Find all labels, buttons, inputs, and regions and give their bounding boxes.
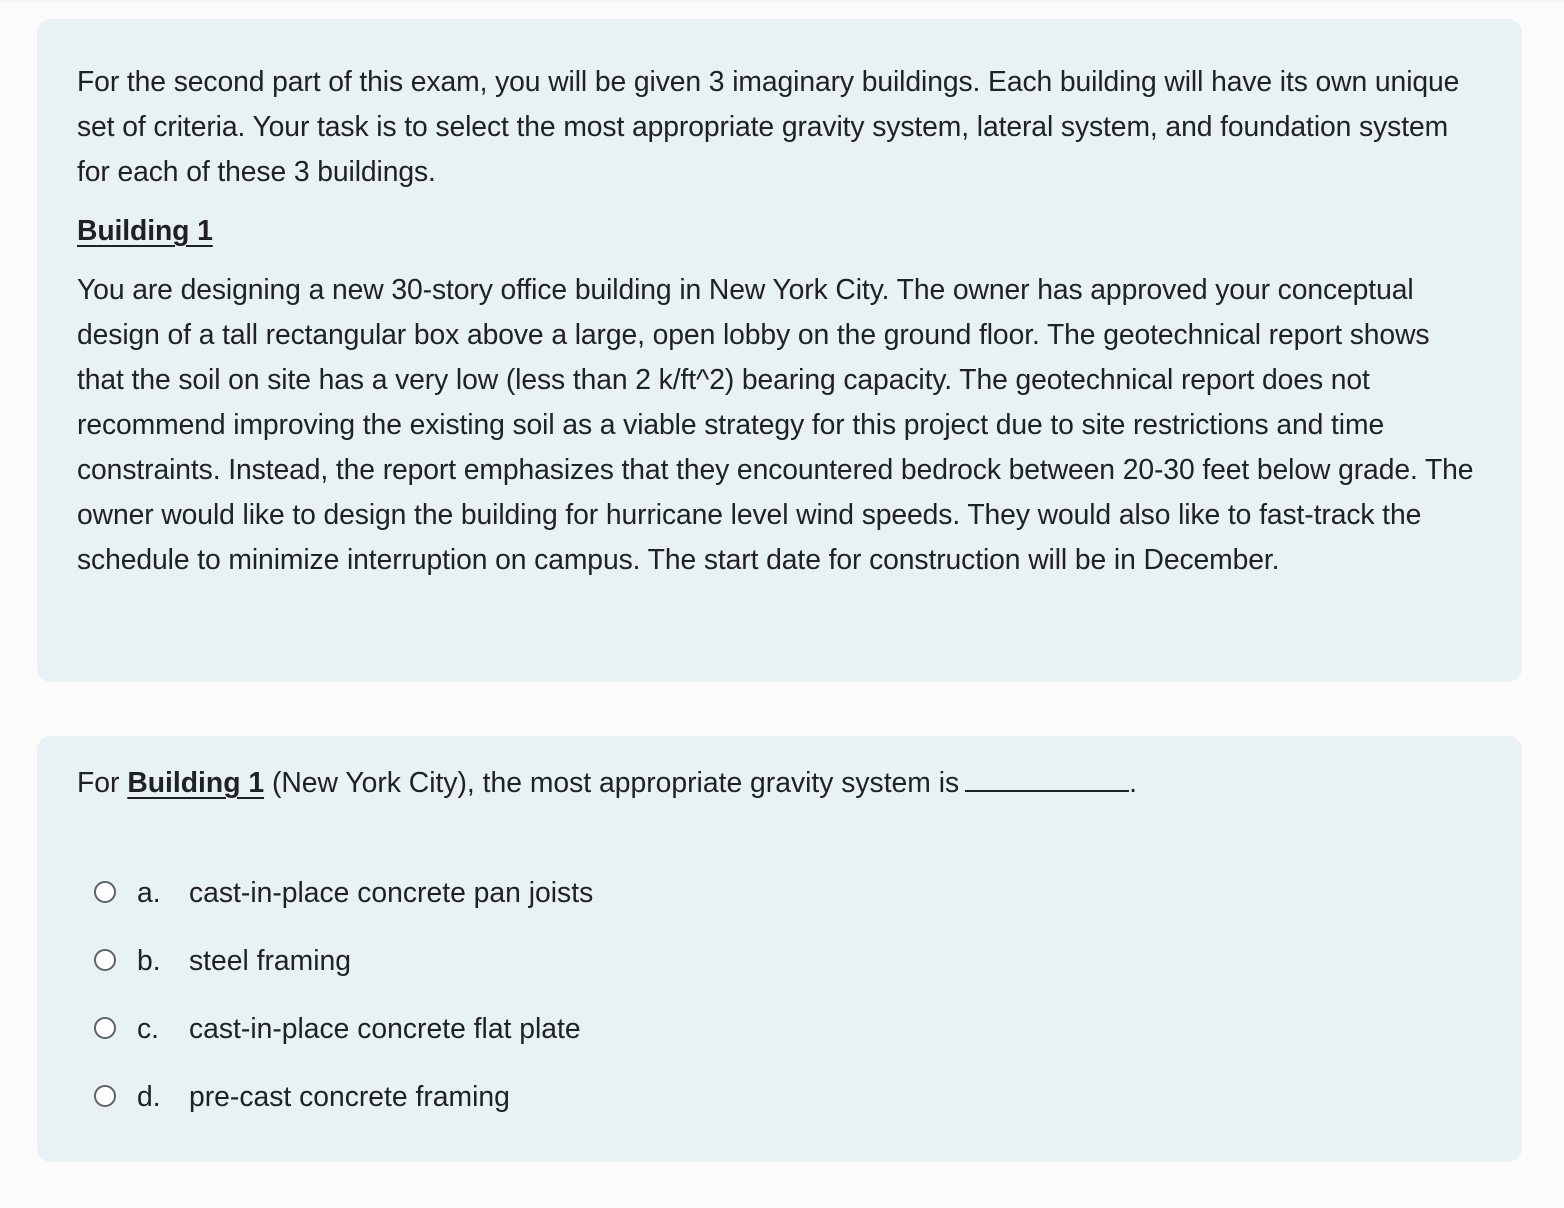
question-text [77,760,1482,805]
option-b[interactable] [94,926,1482,994]
option-letter: d. [137,1079,161,1112]
answer-options [94,858,1482,1130]
option-c[interactable] [94,994,1482,1062]
option-letter: c. [137,1011,160,1044]
question-end: . [1129,766,1138,798]
radio-button-c[interactable] [94,1017,116,1039]
question-card [37,736,1522,1162]
question-suffix: (New York City), the most appropriate gravity system is [264,766,960,798]
question-prefix: For [77,766,128,798]
building-heading: Building 1 [77,214,213,246]
question-building: Building 1 [127,766,265,798]
page-top-divider [0,0,1564,2]
option-d[interactable] [94,1062,1482,1130]
answer-blank [965,768,1129,792]
radio-button-b[interactable] [94,949,116,971]
instructions-text: For the second part of this exam, you will be given 3 imaginary buildings. Each building will have its own unique set of criteria. Your task is to select the most appropriate gravity system, lateral system, and foundation system for each of these 3 buildings. [77,65,1460,187]
option-a[interactable] [94,858,1482,926]
option-label: cast-in-place concrete flat plate [189,1011,581,1044]
option-label: cast-in-place concrete pan joists [189,875,594,908]
option-label: steel framing [189,943,351,976]
building-description: You are designing a new 30-story office building in New York City. The owner has approved your conceptual design of a tall rectangular box above a large, open lobby on the ground floor. The geotechnical report shows that the soil on site has a very low (less than 2 k/ft^2) bearing capacity. The geotechnical report does not recommend improving the existing soil as a viable strategy for this project due to site restrictions and time constraints. Instead, the report emphasizes that they encountered bedrock between 20-30 feet below grade. The owner would like to design the building for hurricane level wind speeds. They would also like to fast-track the schedule to minimize interruption on campus. The start date for construction will be in December. [77,273,1474,575]
option-label: pre-cast concrete framing [189,1079,510,1112]
instructions-card [37,19,1522,682]
option-letter: a. [137,875,161,908]
radio-button-a[interactable] [94,881,116,903]
radio-button-d[interactable] [94,1085,116,1107]
option-letter: b. [137,943,161,976]
